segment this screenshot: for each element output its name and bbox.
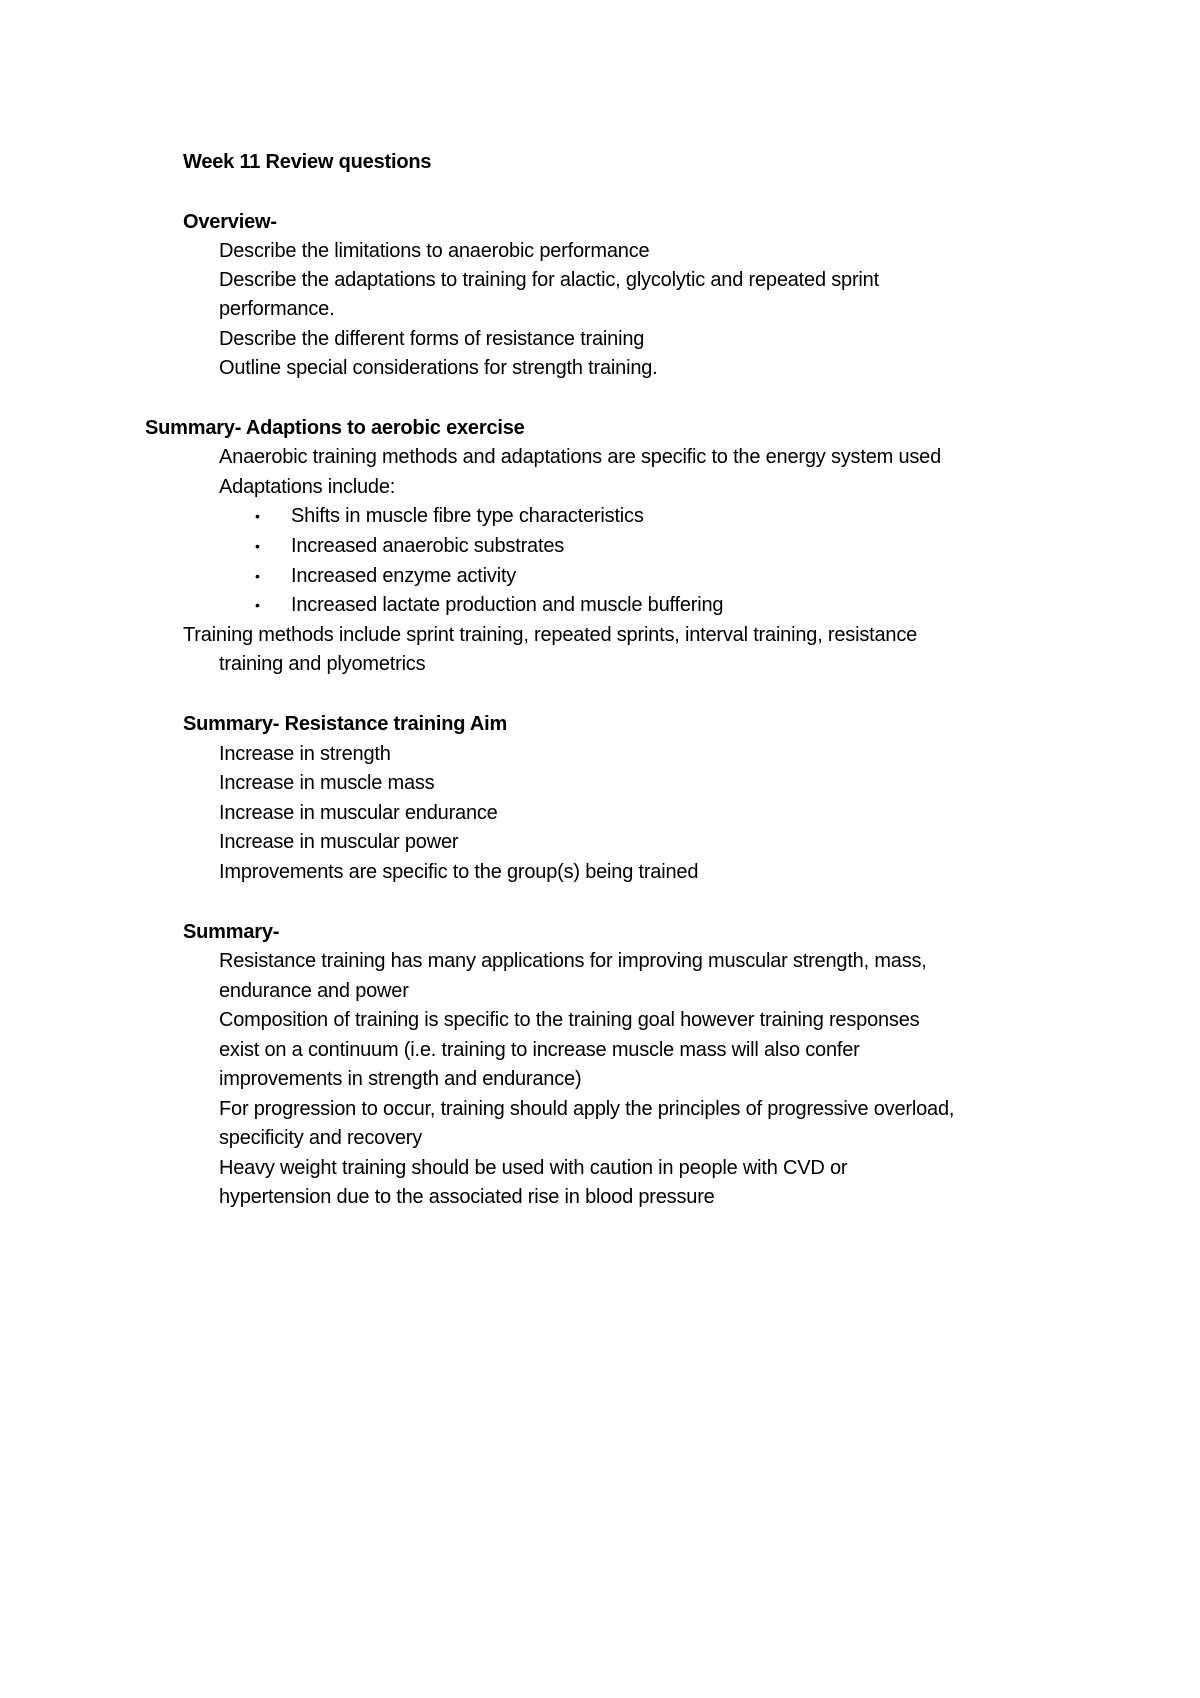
overview-line: Outline special considerations for strength training. (219, 357, 658, 379)
overview-heading: Overview- (183, 211, 277, 233)
training-methods-line: Training methods include sprint training, repeated sprints, interval training, resistance (183, 624, 918, 646)
summary-final-line: Heavy weight training should be used with caution in people with CVD or (219, 1157, 848, 1179)
overview-line: performance. (219, 298, 335, 320)
bullet-item: Shifts in muscle fibre type characteristics (291, 505, 644, 527)
document-title: Week 11 Review questions (183, 151, 432, 173)
summary-final-line: For progression to occur, training should apply the principles of progressive overload, (219, 1098, 955, 1120)
bullet-item: Increased lactate production and muscle buffering (291, 594, 724, 616)
summary-final-line: Resistance training has many applications for improving muscular strength, mass, (219, 950, 927, 972)
summary-aerobic-line: Anaerobic training methods and adaptations are specific to the energy system used (219, 446, 942, 468)
resistance-aim-line: Increase in muscle mass (219, 772, 435, 794)
training-methods-line: training and plyometrics (219, 653, 426, 675)
bullet-icon: • (255, 538, 260, 554)
bullet-item: Increased enzyme activity (291, 565, 517, 587)
resistance-aim-line: Improvements are specific to the group(s) being trained (219, 861, 699, 883)
bullet-icon: • (255, 508, 260, 524)
summary-final-line: improvements in strength and endurance) (219, 1068, 582, 1090)
overview-line: Describe the different forms of resistance training (219, 328, 645, 350)
bullet-icon: • (255, 597, 260, 613)
summary-final-heading: Summary- (183, 921, 280, 943)
resistance-aim-line: Increase in muscular endurance (219, 802, 498, 824)
overview-line: Describe the limitations to anaerobic performance (219, 240, 650, 262)
summary-final-line: Composition of training is specific to the training goal however training responses (219, 1009, 920, 1031)
summary-final-line: hypertension due to the associated rise in blood pressure (219, 1186, 715, 1208)
resistance-aim-line: Increase in muscular power (219, 831, 459, 853)
summary-final-line: endurance and power (219, 980, 409, 1002)
summary-final-line: exist on a continuum (i.e. training to increase muscle mass will also confer (219, 1039, 860, 1061)
summary-final-line: specificity and recovery (219, 1127, 423, 1149)
bullet-icon: • (255, 568, 260, 584)
summary-resistance-aim-heading: Summary- Resistance training Aim (183, 713, 508, 735)
summary-aerobic-heading: Summary- Adaptions to aerobic exercise (145, 417, 525, 439)
summary-aerobic-line: Adaptations include: (219, 476, 396, 498)
bullet-item: Increased anaerobic substrates (291, 535, 565, 557)
overview-line: Describe the adaptations to training for alactic, glycolytic and repeated sprint (219, 269, 879, 291)
resistance-aim-line: Increase in strength (219, 743, 391, 765)
